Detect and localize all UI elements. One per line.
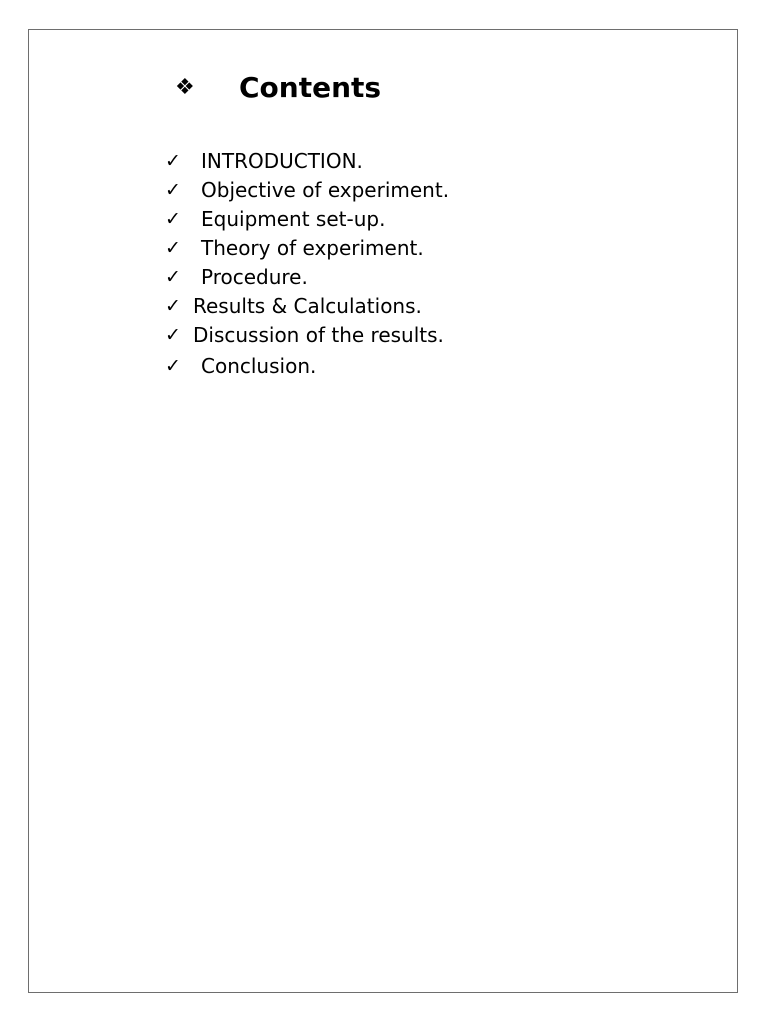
list-item-label: Procedure. bbox=[201, 264, 308, 289]
checkmark-icon: ✓ bbox=[165, 236, 181, 259]
checkmark-icon: ✓ bbox=[165, 294, 181, 317]
list-item-label: Theory of experiment. bbox=[201, 235, 424, 260]
list-item-label: INTRODUCTION. bbox=[201, 148, 363, 173]
list-item-label: Objective of experiment. bbox=[201, 177, 450, 202]
list-item bbox=[165, 204, 449, 233]
list-item-label: Equipment set-up. bbox=[201, 206, 386, 231]
list-item bbox=[165, 262, 449, 291]
list-item-label: Results & Calculations. bbox=[193, 293, 422, 318]
list-item bbox=[165, 175, 449, 204]
contents-list bbox=[165, 146, 449, 380]
checkmark-icon: ✓ bbox=[165, 265, 181, 288]
document-page bbox=[28, 29, 738, 993]
checkmark-icon: ✓ bbox=[165, 178, 181, 201]
four-diamond-bullet-icon: ❖ bbox=[175, 75, 195, 100]
list-item-label: Conclusion. bbox=[201, 353, 317, 378]
list-item-label: Discussion of the results. bbox=[193, 322, 444, 347]
list-item bbox=[165, 320, 449, 349]
checkmark-icon: ✓ bbox=[165, 149, 181, 172]
checkmark-icon: ✓ bbox=[165, 207, 181, 230]
contents-heading bbox=[175, 71, 382, 104]
list-item bbox=[165, 233, 449, 262]
checkmark-icon: ✓ bbox=[165, 354, 181, 377]
list-item bbox=[165, 351, 449, 380]
list-item bbox=[165, 146, 449, 175]
checkmark-icon: ✓ bbox=[165, 323, 181, 346]
contents-title: Contents bbox=[239, 71, 382, 104]
list-item bbox=[165, 291, 449, 320]
